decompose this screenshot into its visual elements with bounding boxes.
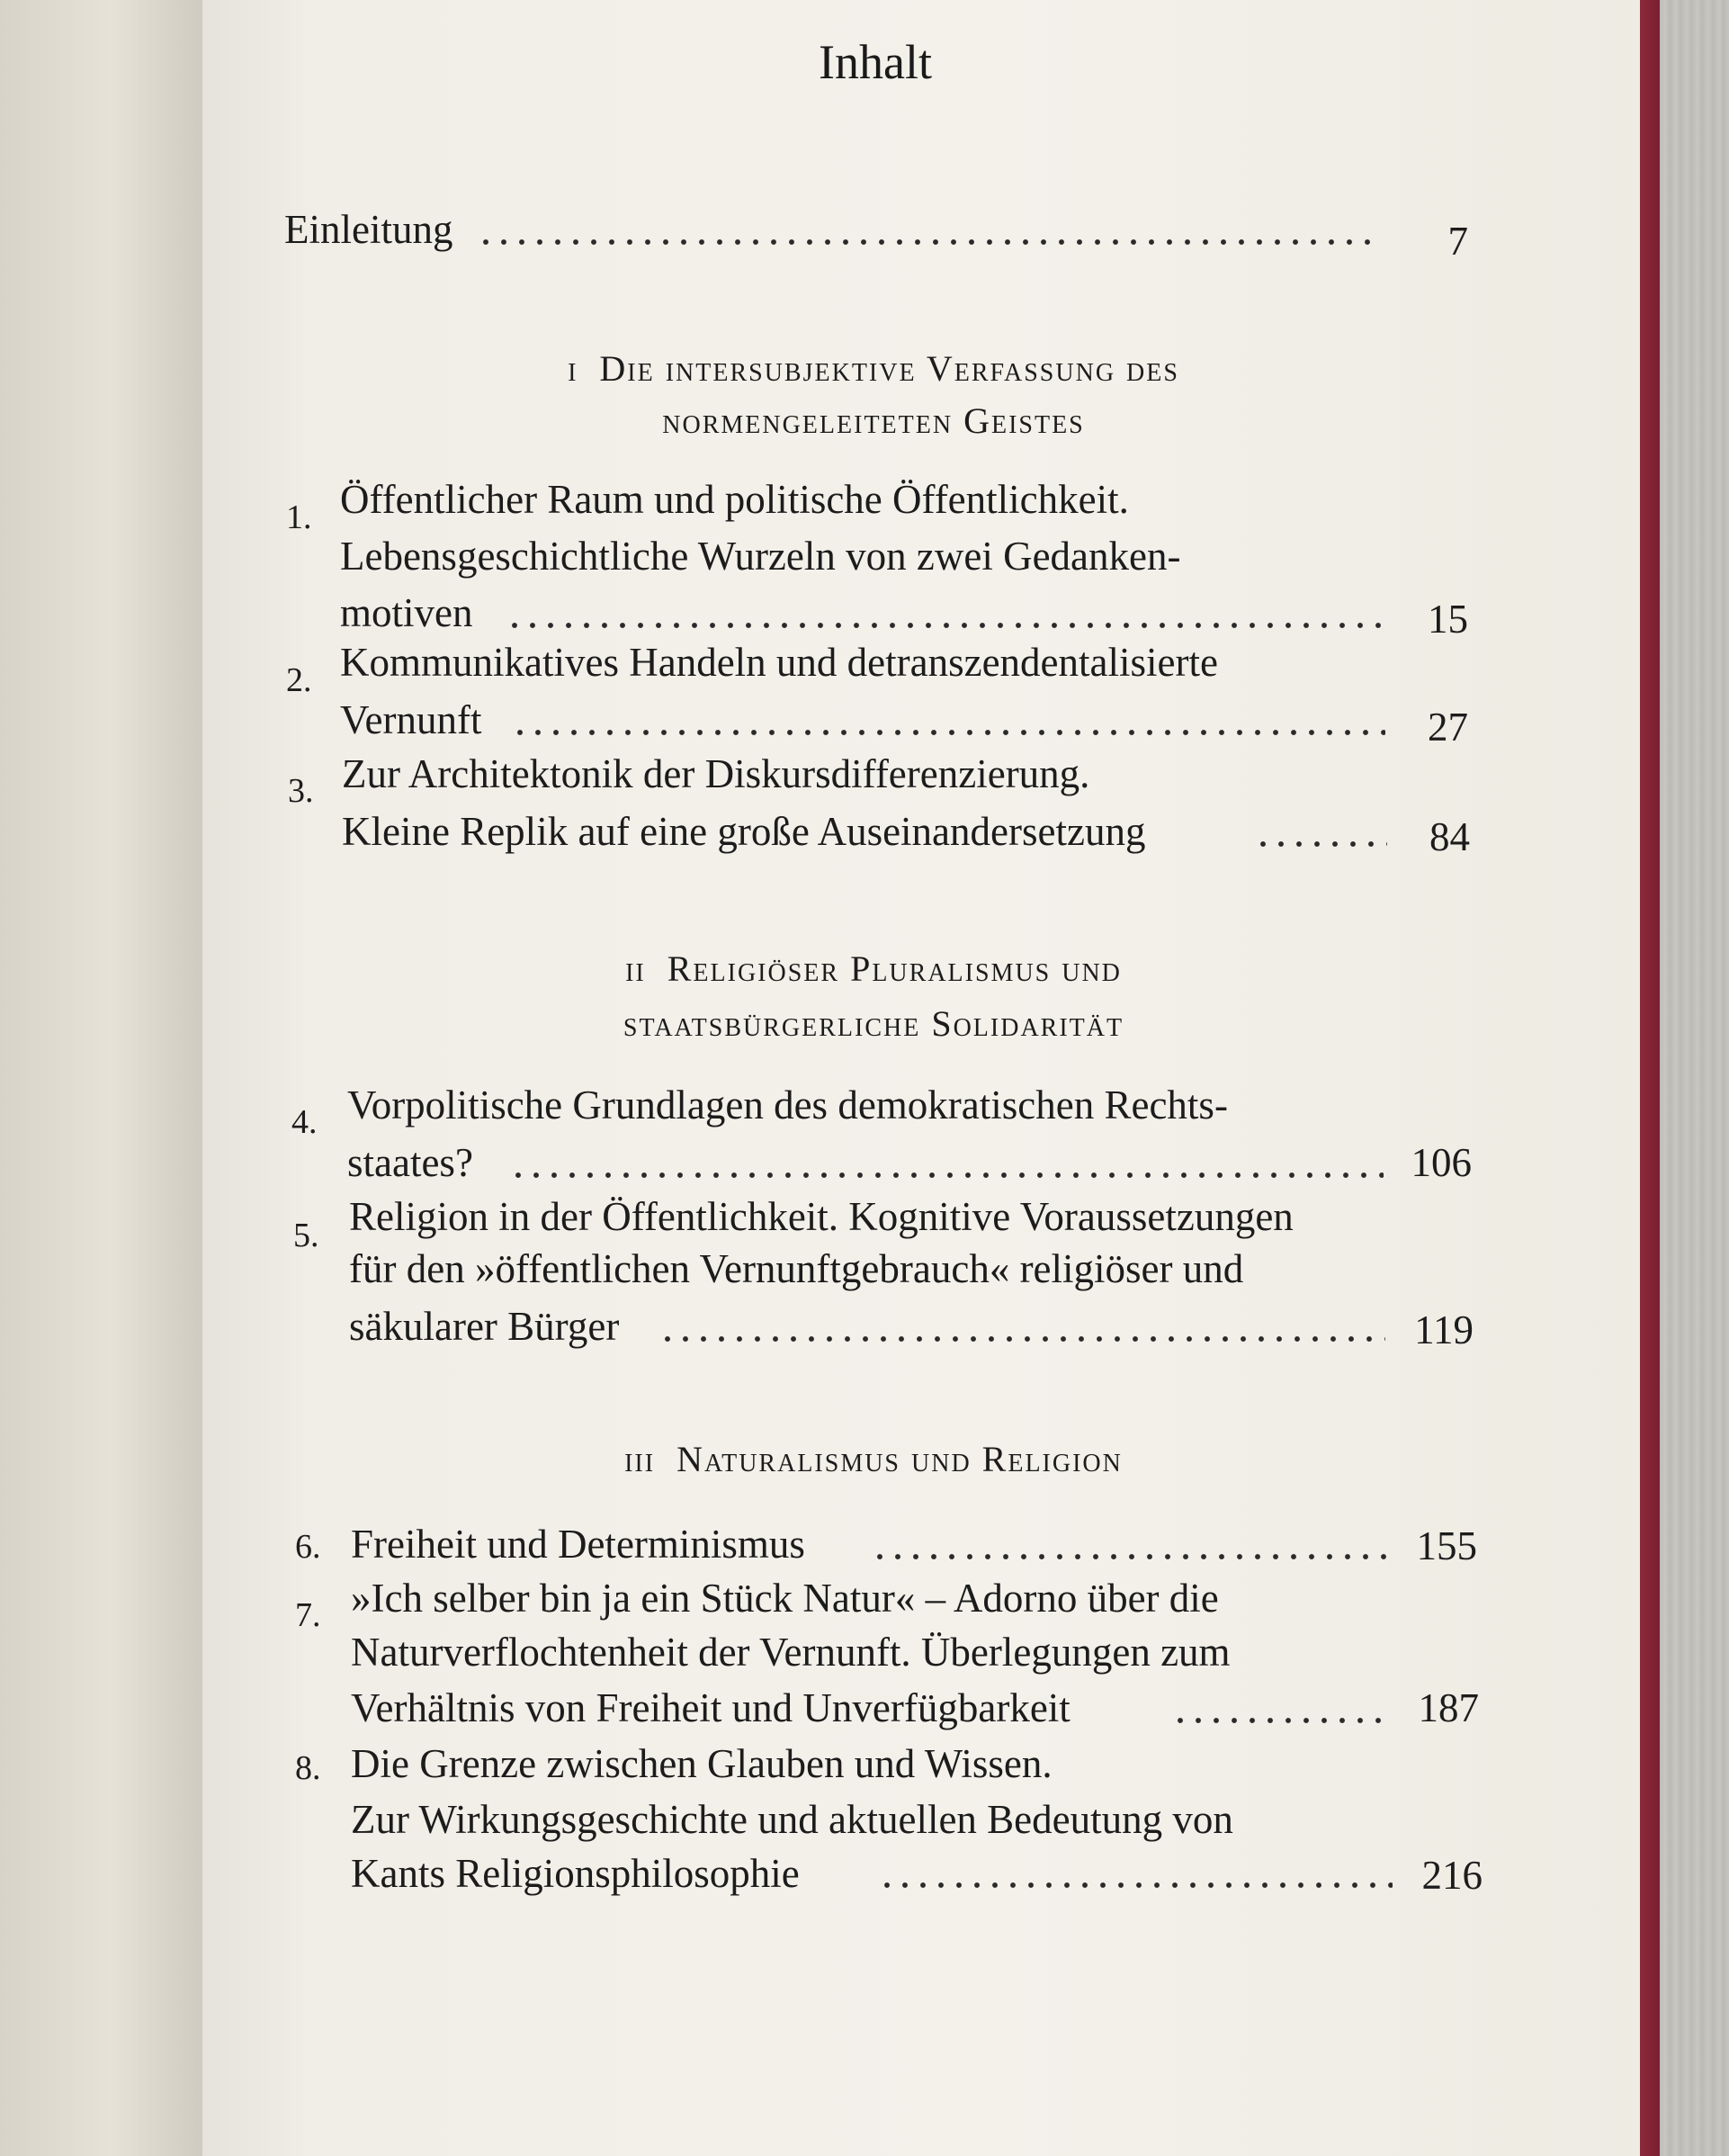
leader-dots — [871, 1554, 1389, 1559]
entry-line: Kommunikatives Handeln und detranszendentalisierte — [340, 640, 1218, 685]
entry-number: 2. — [286, 661, 312, 699]
entry-line: Religion in der Öffentlichkeit. Kognitive Voraussetzungen — [349, 1194, 1294, 1239]
page-number: 84 — [1429, 814, 1470, 859]
section-title-line2: normengeleiteten Geistes — [662, 400, 1085, 441]
toc-title: Inhalt — [819, 35, 932, 89]
entry-line: für den »öffentlichen Vernunftgebrauch« religiöser und — [349, 1246, 1244, 1291]
book-gutter — [0, 0, 202, 2156]
leader-dots — [477, 239, 1376, 245]
entry-number: 6. — [295, 1528, 321, 1566]
entry-line: Vernunft — [340, 697, 482, 742]
entry-line: säkularer Bürger — [349, 1304, 620, 1349]
entry-line: Freiheit und Determinismus — [351, 1522, 805, 1567]
entry-line: Öffentlicher Raum und politische Öffentlichkeit. — [340, 477, 1129, 522]
section-numeral: ii — [625, 948, 646, 989]
section-heading-line — [0, 1439, 1729, 1479]
leader-dots — [1171, 1718, 1391, 1723]
entry-number: 3. — [288, 772, 314, 810]
entry-line: Zur Wirkungsgeschichte und aktuellen Bedeutung von — [351, 1797, 1233, 1842]
page-number: 187 — [1418, 1685, 1479, 1730]
section-numeral: i — [568, 348, 578, 389]
entry-line: Lebensgeschichtliche Wurzeln von zwei Gedanken- — [340, 534, 1181, 579]
page-number: 216 — [1421, 1853, 1483, 1898]
section-title: Naturalismus und Religion — [676, 1439, 1123, 1479]
section-heading-line — [0, 948, 1729, 989]
page-number: 155 — [1416, 1523, 1477, 1568]
leader-dots — [511, 730, 1385, 735]
leader-dots — [506, 623, 1387, 628]
entry-line: Naturverflochtenheit der Vernunft. Überlegungen zum — [351, 1630, 1231, 1675]
leader-dots — [1254, 841, 1387, 847]
entry-number: 1. — [286, 499, 312, 536]
entry-line: Verhältnis von Freiheit und Unverfügbarkeit — [351, 1685, 1071, 1730]
page-number: 27 — [1428, 705, 1468, 750]
section-heading-line — [0, 348, 1729, 389]
entry-line: Zur Architektonik der Diskursdifferenzierung. — [342, 751, 1090, 796]
page-number: 119 — [1414, 1307, 1474, 1352]
page-edge — [1640, 0, 1660, 2156]
section-title: Religiöser Pluralismus und — [667, 948, 1122, 989]
entry-line: »Ich selber bin ja ein Stück Natur« – Adorno über die — [351, 1576, 1219, 1621]
entry-number: 7. — [295, 1596, 321, 1634]
entry-line: Die Grenze zwischen Glauben und Wissen. — [351, 1741, 1053, 1786]
entry-number: 8. — [295, 1749, 321, 1787]
section-title: Die intersubjektive Verfassung des — [599, 348, 1179, 389]
section-numeral: iii — [624, 1439, 656, 1479]
entry-line: Vorpolitische Grundlagen des demokratischen Rechts- — [347, 1082, 1228, 1127]
page-number: 7 — [1447, 219, 1468, 264]
entry-line: Kleine Replik auf eine große Auseinandersetzung — [342, 809, 1146, 854]
background-surface — [1660, 0, 1729, 2156]
entry-number: 4. — [291, 1103, 318, 1141]
page-number: 106 — [1411, 1140, 1472, 1185]
page-number: 15 — [1428, 597, 1468, 642]
entry-number: 5. — [293, 1217, 319, 1254]
leader-dots — [658, 1336, 1385, 1342]
entry-line: motiven — [340, 590, 473, 635]
entry-title: Einleitung — [284, 207, 453, 252]
section-title-line2: staatsbürgerliche Solidarität — [623, 1003, 1124, 1044]
entry-line: staates? — [347, 1140, 473, 1185]
leader-dots — [509, 1172, 1384, 1178]
leader-dots — [878, 1882, 1393, 1888]
entry-line: Kants Religionsphilosophie — [351, 1851, 800, 1896]
